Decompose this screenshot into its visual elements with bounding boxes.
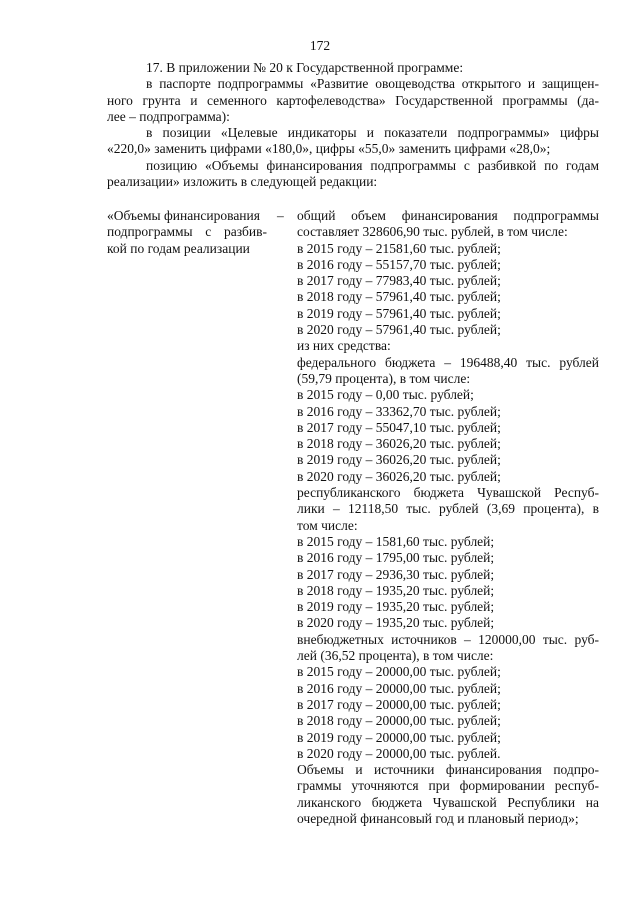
funding-line: в 2018 году – 57961,40 тыс. рублей; (297, 289, 501, 305)
paragraph-indicators-line-1: в позиции «Целевые индикаторы и показатели подпрограммы» цифры (146, 125, 599, 141)
funding-line: республиканского бюджета Чувашской Респуб- (297, 485, 599, 501)
paragraph-funding-line-2: реализации» изложить в следующей редакции: (107, 174, 378, 190)
funding-line: в 2017 году – 20000,00 тыс. рублей; (297, 696, 501, 712)
funding-line: в 2017 году – 2936,30 тыс. рублей; (297, 566, 495, 582)
paragraph-indicators-line-2: «220,0» заменить цифрами «180,0», цифры «55,0» заменить цифрами «28,0»; (107, 141, 551, 157)
funding-line: из них средства: (297, 338, 391, 354)
funding-line: составляет 328606,90 тыс. рублей, в том числе: (297, 224, 568, 240)
paragraph-item-17: 17. В приложении № 20 к Государственной программе: (146, 60, 464, 75)
page-number: 172 (309, 38, 331, 53)
funding-line: в 2016 году – 55157,70 тыс. рублей; (297, 256, 501, 272)
funding-line: в 2019 году – 36026,20 тыс. рублей; (297, 452, 501, 468)
funding-line: в 2015 году – 20000,00 тыс. рублей; (297, 664, 501, 680)
funding-line: в 2015 году – 0,00 тыс. рублей; (297, 387, 474, 403)
funding-line: в 2015 году – 21581,60 тыс. рублей; (297, 240, 501, 256)
funding-line: в 2018 году – 1935,20 тыс. рублей; (297, 582, 495, 598)
funding-line: в 2015 году – 1581,60 тыс. рублей; (297, 533, 495, 549)
funding-line: в 2017 году – 55047,10 тыс. рублей; (297, 419, 501, 435)
funding-line: общий объем финансирования подпрограммы (297, 208, 599, 223)
funding-line: в 2020 году – 57961,40 тыс. рублей; (297, 322, 501, 338)
funding-line: в 2018 году – 20000,00 тыс. рублей; (297, 713, 501, 729)
funding-line: в 2020 году – 1935,20 тыс. рублей; (297, 615, 495, 631)
funding-line: в 2017 году – 77983,40 тыс. рублей; (297, 273, 501, 289)
table-right-cell (297, 208, 599, 827)
left-cell-line: кой по годам реализации (107, 240, 250, 256)
left-cell-line: «Объемы финансирования (107, 208, 260, 223)
funding-line: граммы уточняются при формировании респуб- (297, 778, 599, 794)
funding-line: очередной финансовый год и плановый период»; (297, 810, 579, 826)
cell-dash: – (277, 208, 284, 223)
paragraph-funding-line-1: позицию «Объемы финансирования подпрограммы с разбивкой по годам (146, 157, 599, 173)
funding-line: в 2020 году – 20000,00 тыс. рублей. (297, 745, 501, 761)
funding-line: федерального бюджета – 196488,40 тыс. рублей (297, 354, 599, 370)
funding-line: в 2016 году – 20000,00 тыс. рублей; (297, 680, 501, 696)
paragraph-passport-line-3: лее – подпрограмма): (107, 108, 230, 124)
left-cell-line: подпрограммы с разбив- (107, 224, 267, 240)
paragraph-passport-line-1: в паспорте подпрограммы «Развитие овощеводства открытого и защищен- (146, 76, 599, 92)
funding-line: в 2020 году – 36026,20 тыс. рублей; (297, 468, 501, 484)
paragraph-passport-line-2: ного грунта и семенного картофелеводства» Государственной программы (да- (107, 92, 599, 108)
funding-line: в 2016 году – 33362,70 тыс. рублей; (297, 403, 501, 419)
funding-line: в 2019 году – 1935,20 тыс. рублей; (297, 599, 495, 615)
funding-line: (59,79 процента), в том числе: (297, 370, 471, 386)
funding-line: лики – 12118,50 тыс. рублей (3,69 процента), в (297, 501, 599, 517)
funding-line: лей (36,52 процента), в том числе: (297, 648, 494, 664)
funding-line: Объемы и источники финансирования подпро- (297, 762, 599, 778)
funding-line: в 2019 году – 20000,00 тыс. рублей; (297, 729, 501, 745)
funding-line: в 2018 году – 36026,20 тыс. рублей; (297, 436, 501, 452)
funding-line: том числе: (297, 517, 358, 533)
funding-line: ликанского бюджета Чувашской Республики на (297, 794, 599, 810)
table-left-cell (107, 208, 289, 257)
intro-text (107, 60, 599, 190)
funding-line: в 2019 году – 57961,40 тыс. рублей; (297, 305, 501, 321)
funding-line: в 2016 году – 1795,00 тыс. рублей; (297, 550, 495, 566)
funding-line: внебюджетных источников – 120000,00 тыс. руб- (297, 631, 599, 647)
